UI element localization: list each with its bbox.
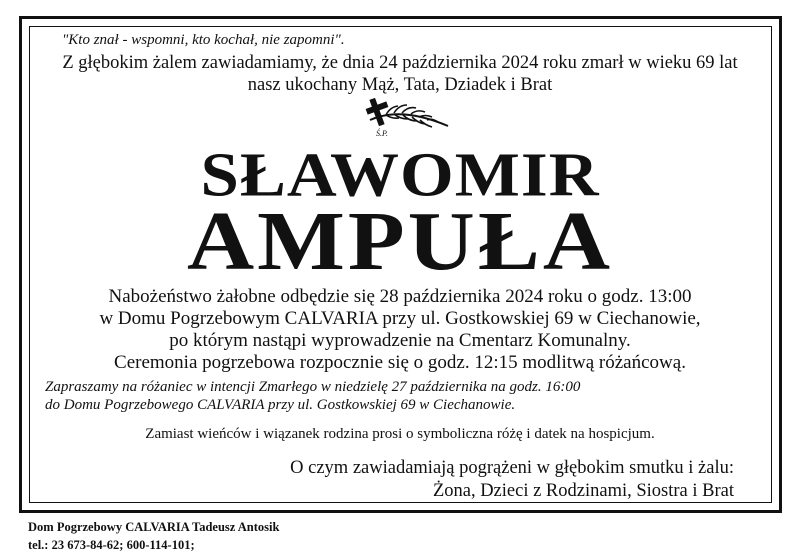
rosary-invitation-line-1: Zapraszamy na różaniec w intencji Zmarłego w niedzielę 27 października na godz. 16:00 <box>45 379 581 395</box>
deceased-first-name: SŁAWOMIR <box>200 140 600 210</box>
rosary-invitation-line-2: do Domu Pogrzebowego CALVARIA przy ul. Gostkowskiej 69 w Ciechanowie. <box>45 397 516 413</box>
deceased-last-name: AMPUŁA <box>186 195 614 288</box>
funeral-home-footer <box>28 518 279 554</box>
service-line-3: po którym nastąpi wyprowadzenie na Cmentarz Komunalny. <box>169 330 631 351</box>
service-line-2: w Domu Pogrzebowym CALVARIA przy ul. Gostkowskiej 69 w Ciechanowie, <box>99 308 701 329</box>
funeral-home-name: Dom Pogrzebowy CALVARIA Tadeusz Antosik <box>28 520 280 534</box>
closing-line-1: O czym zawiadamiają pogrążeni w głębokim smutku i żalu: <box>290 458 734 478</box>
opening-quote: "Kto znał - wspomni, kto kochał, nie zapomni". <box>62 32 345 48</box>
service-line-4: Ceremonia pogrzebowa rozpocznie się o godz. 12:15 modlitwą różańcową. <box>114 352 686 373</box>
mourners-line: Żona, Dzieci z Rodzinami, Siostra i Brat <box>432 481 734 501</box>
symbol-label: Ś.P. <box>376 129 388 138</box>
cross-with-palm-icon <box>356 96 456 138</box>
service-line-1: Nabożeństwo żałobne odbędzie się 28 października 2024 roku o godz. 13:00 <box>108 286 692 307</box>
intro-line-2: nasz ukochany Mąż, Tata, Dziadek i Brat <box>247 75 553 95</box>
intro-line-1: Z głębokim żalem zawiadamiamy, że dnia 24 października 2024 roku zmarł w wieku 69 lat <box>62 53 738 73</box>
wreath-request-note: Zamiast wieńców i wiązanek rodzina prosi o symboliczna różę i datek na hospicjum. <box>145 426 655 442</box>
funeral-home-phones: tel.: 23 673-84-62; 600-114-101; <box>28 538 195 552</box>
